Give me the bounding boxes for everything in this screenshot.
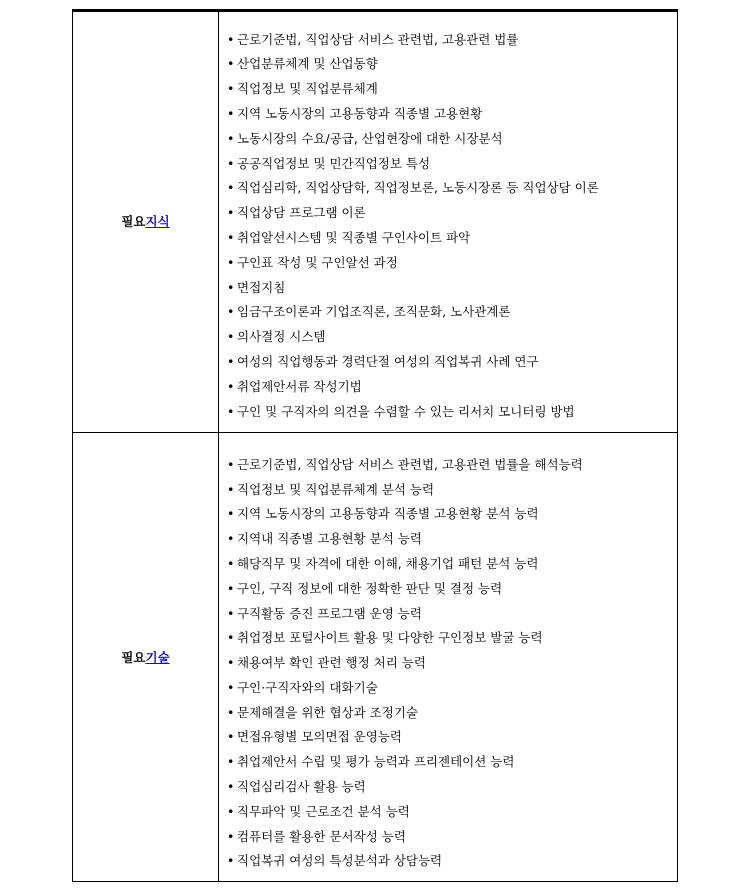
competency-table — [72, 9, 678, 882]
list-item — [227, 350, 677, 375]
knowledge-items-cell — [219, 10, 678, 433]
list-item — [227, 825, 677, 850]
list-item-text: 근로기준법, 직업상담 서비스 관련법, 고용관련 법률을 해석능력 — [237, 456, 583, 472]
bullet-icon: • — [227, 353, 235, 369]
knowledge-label-prefix: 필요 — [121, 214, 146, 229]
list-item-text: 직업심리검사 활용 능력 — [237, 779, 366, 795]
list-item-text: 취업제안서 수립 및 평가 능력과 프리젠테이션 능력 — [237, 754, 515, 770]
list-item — [227, 176, 677, 201]
bullet-icon: • — [227, 378, 235, 394]
bullet-icon: • — [227, 630, 235, 646]
list-item — [227, 775, 677, 800]
list-item-text: 직무파악 및 근로조건 분석 능력 — [237, 803, 410, 819]
bullet-icon: • — [227, 329, 235, 345]
list-item — [227, 52, 677, 77]
list-item — [227, 77, 677, 102]
skill-list — [219, 440, 677, 875]
bullet-icon: • — [227, 56, 235, 72]
list-item-text: 구인, 구직 정보에 대한 정확한 판단 및 결정 능력 — [237, 580, 503, 596]
list-item — [227, 251, 677, 276]
bullet-icon: • — [227, 803, 235, 819]
bullet-icon: • — [227, 279, 235, 295]
list-item — [227, 28, 677, 53]
list-item-text: 구인·구직자와의 대화기술 — [237, 679, 378, 695]
list-item — [227, 276, 677, 301]
list-item — [227, 201, 677, 226]
list-item-text: 구직활동 증진 프로그램 운영 능력 — [237, 605, 422, 621]
list-item-text: 지역 노동시장의 고용동향과 직종별 고용현황 — [237, 106, 483, 122]
bullet-icon: • — [227, 81, 235, 97]
list-item-text: 구인 및 구직자의 의견을 수렴할 수 있는 리서치 모니터링 방법 — [237, 403, 575, 419]
skill-row — [73, 433, 678, 882]
list-item-text: 노동시장의 수요/공급, 산업현장에 대한 시장분석 — [237, 130, 503, 146]
list-item-text: 지역 노동시장의 고용동향과 직종별 고용현황 분석 능력 — [237, 506, 539, 522]
bullet-icon: • — [227, 853, 235, 869]
bullet-icon: • — [227, 254, 235, 270]
list-item-text: 면접유형별 모의면접 운영능력 — [237, 729, 402, 745]
bullet-icon: • — [227, 180, 235, 196]
bullet-icon: • — [227, 230, 235, 245]
list-item — [227, 725, 677, 750]
list-item — [227, 602, 677, 627]
bullet-icon: • — [227, 155, 235, 171]
bullet-icon: • — [227, 828, 235, 844]
bullet-icon: • — [227, 456, 235, 472]
list-item-text: 직업복귀 여성의 특성분석과 상담능력 — [237, 853, 443, 869]
list-item — [227, 651, 677, 676]
list-item — [227, 453, 677, 478]
list-item — [227, 527, 677, 552]
knowledge-label-link[interactable]: 지식 — [145, 214, 170, 229]
list-item-text: 취업제안서류 작성기법 — [237, 378, 362, 394]
skill-items-cell — [219, 433, 678, 882]
bullet-icon: • — [227, 779, 235, 795]
list-item-text: 취업알선시스템 및 직종별 구인사이트 파악 — [237, 230, 471, 245]
list-item — [227, 226, 677, 251]
list-item-text: 해당직무 및 자격에 대한 이해, 채용기업 패턴 분석 능력 — [237, 555, 539, 571]
bullet-icon: • — [227, 605, 235, 621]
list-item — [227, 152, 677, 177]
skill-label-cell — [73, 433, 219, 882]
bullet-icon: • — [227, 679, 235, 695]
list-item-text: 여성의 직업행동과 경력단절 여성의 직업복귀 사례 연구 — [237, 353, 539, 369]
list-item-text: 문제해결을 위한 협상과 조정기술 — [237, 704, 418, 720]
list-item — [227, 478, 677, 503]
list-item-text: 직업상담 프로그램 이론 — [237, 205, 366, 221]
list-item-text: 근로기준법, 직업상담 서비스 관련법, 고용관련 법률 — [237, 31, 519, 47]
bullet-icon: • — [227, 704, 235, 720]
bullet-icon: • — [227, 403, 235, 419]
list-item-text: 채용여부 확인 관련 행정 처리 능력 — [237, 655, 426, 671]
bullet-icon: • — [227, 481, 235, 497]
list-item-text: 직업심리학, 직업상담학, 직업정보론, 노동시장론 등 직업상담 이론 — [237, 180, 599, 196]
bullet-icon: • — [227, 531, 235, 547]
list-item-text: 면접지침 — [237, 279, 286, 295]
bullet-icon: • — [227, 580, 235, 596]
list-item-text: 지역내 직종별 고용현황 분석 능력 — [237, 531, 422, 547]
list-item-text: 산업분류체계 및 산업동향 — [237, 56, 378, 72]
list-item — [227, 325, 677, 350]
list-item — [227, 676, 677, 701]
bullet-icon: • — [227, 106, 235, 122]
skill-label-prefix: 필요 — [121, 650, 146, 665]
list-item-text: 구인표 작성 및 구인알선 과정 — [237, 254, 398, 270]
bullet-icon: • — [227, 729, 235, 745]
list-item-text: 취업정보 포털사이트 활용 및 다양한 구인정보 발굴 능력 — [237, 630, 543, 646]
list-item — [227, 375, 677, 400]
skill-label-link[interactable]: 기술 — [145, 650, 170, 665]
list-item — [227, 127, 677, 152]
bullet-icon: • — [227, 205, 235, 221]
list-item-text: 컴퓨터를 활용한 문서작성 능력 — [237, 828, 406, 844]
list-item — [227, 577, 677, 602]
list-item — [227, 701, 677, 726]
list-item-text: 공공직업정보 및 민간직업정보 특성 — [237, 155, 431, 171]
knowledge-list — [219, 18, 677, 425]
list-item-text: 임금구조이론과 기업조직론, 조직문화, 노사관계론 — [237, 304, 511, 320]
bullet-icon: • — [227, 31, 235, 47]
bullet-icon: • — [227, 754, 235, 770]
list-item-text: 직업정보 및 직업분류체계 — [237, 81, 378, 97]
list-item — [227, 502, 677, 527]
bullet-icon: • — [227, 555, 235, 571]
list-item — [227, 552, 677, 577]
bullet-icon: • — [227, 130, 235, 146]
knowledge-row — [73, 10, 678, 433]
list-item — [227, 102, 677, 127]
list-item — [227, 300, 677, 325]
list-item — [227, 626, 677, 651]
bullet-icon: • — [227, 506, 235, 522]
knowledge-label-cell — [73, 10, 219, 433]
bullet-icon: • — [227, 655, 235, 671]
list-item — [227, 750, 677, 775]
list-item-text: 의사결정 시스템 — [237, 329, 326, 345]
list-item-text: 직업정보 및 직업분류체계 분석 능력 — [237, 481, 435, 497]
bullet-icon: • — [227, 304, 235, 320]
list-item — [227, 800, 677, 825]
list-item — [227, 849, 677, 874]
list-item — [227, 400, 677, 425]
